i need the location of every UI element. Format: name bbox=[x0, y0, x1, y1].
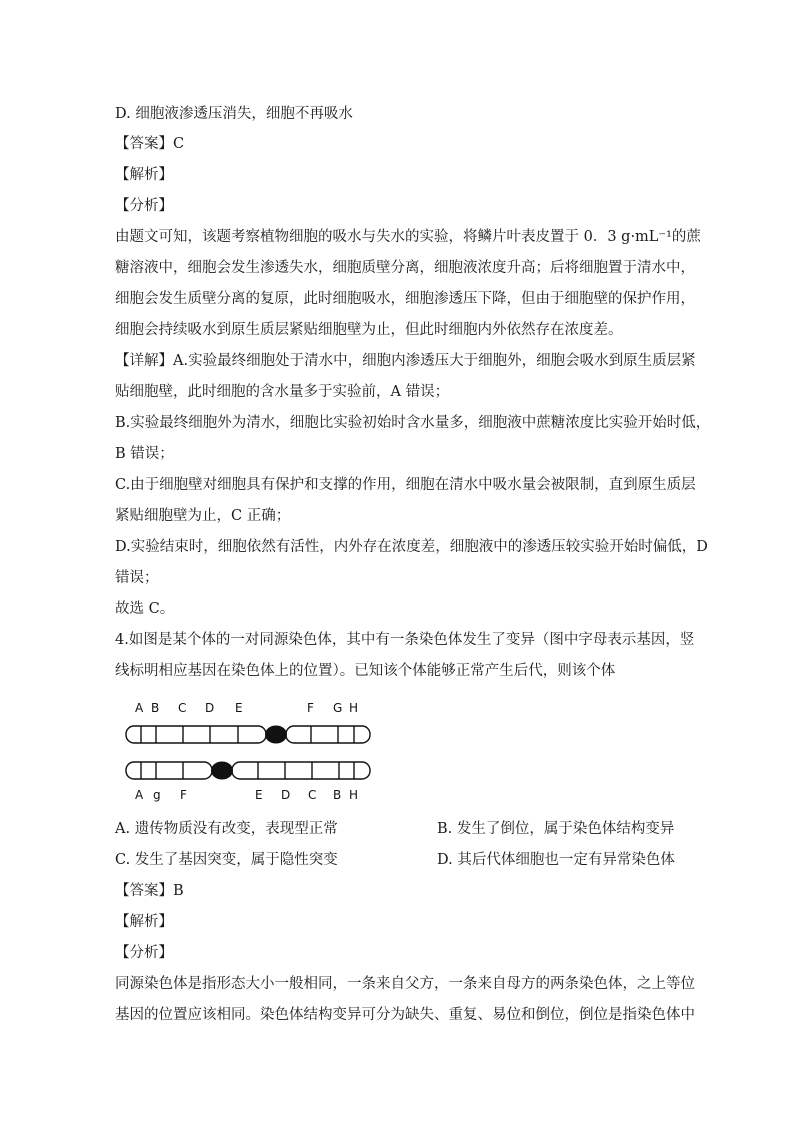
option-b: B. 发生了倒位，属于染色体结构变异 bbox=[437, 821, 675, 837]
text-line: 细胞会发生质壁分离的复原，此时细胞吸水，细胞渗透压下降，但由于细胞壁的保护作用， bbox=[115, 291, 695, 307]
text-line: D. 细胞液渗透压消失，细胞不再吸水 bbox=[115, 106, 353, 122]
text-line: B 错误； bbox=[115, 446, 174, 462]
centromere-top bbox=[265, 726, 287, 744]
chromosome-top bbox=[126, 726, 370, 743]
text-line: 糖溶液中，细胞会发生渗透失水，细胞质壁分离，细胞液浓度升高；后将细胞置于清水中， bbox=[115, 260, 695, 276]
gene-label: A bbox=[135, 701, 144, 715]
gene-label: B bbox=[151, 701, 160, 715]
text-line: 细胞会持续吸水到原生质层紧贴细胞壁为止，但此时细胞内外依然存在浓度差。 bbox=[115, 322, 623, 338]
gene-label: B bbox=[333, 788, 342, 802]
question-stem: 4.如图是某个体的一对同源染色体，其中有一条染色体发生了变异（图中字母表示基因，竖 bbox=[115, 632, 695, 648]
gene-label: E bbox=[235, 701, 243, 715]
centromere-bottom bbox=[211, 762, 233, 780]
gene-label: D bbox=[281, 788, 291, 802]
text-line: 同源染色体是指形态大小一般相同，一条来自父方，一条来自母方的两条染色体，之上等位 bbox=[115, 976, 695, 992]
answer-label: 【答案】B bbox=[115, 883, 184, 899]
text-line: C.由于细胞壁对细胞具有保护和支撑的作用，细胞在清水中吸水量会被限制，直到原生质层 bbox=[115, 477, 696, 493]
gene-label: D bbox=[205, 701, 215, 715]
option-c: C. 发生了基因突变，属于隐性突变 bbox=[115, 852, 338, 868]
text-line: 错误； bbox=[115, 570, 159, 586]
answer-label: 【答案】C bbox=[115, 136, 185, 152]
analysis-heading: 【解析】 bbox=[115, 167, 173, 183]
chromosome-bottom bbox=[126, 762, 370, 779]
question-stem: 线标明相应基因在染色体上的位置）。已知该个体能够正常产生后代，则该个体 bbox=[115, 663, 616, 679]
gene-label: H bbox=[349, 788, 359, 802]
gene-label: C bbox=[178, 701, 187, 715]
fenxi-heading: 【分析】 bbox=[115, 198, 173, 214]
gene-label: C bbox=[308, 788, 317, 802]
text-line: 由题文可知，该题考察植物细胞的吸水与失水的实验，将鳞片叶表皮置于 0．3 g·mL⁻¹的蔗 bbox=[115, 229, 701, 245]
gene-label: E bbox=[255, 788, 263, 802]
option-d: D. 其后代体细胞也一定有异常染色体 bbox=[437, 852, 675, 868]
text-line: D.实验结束时，细胞依然有活性，内外存在浓度差，细胞液中的渗透压较实验开始时偏低，D bbox=[115, 539, 708, 555]
gene-label: G bbox=[333, 701, 343, 715]
text-line: 紧贴细胞壁为止，C 正确； bbox=[115, 508, 291, 524]
gene-label: F bbox=[307, 701, 314, 715]
gene-label: A bbox=[135, 788, 144, 802]
text-line: 故选 C。 bbox=[115, 601, 175, 617]
gene-label: F bbox=[180, 788, 187, 802]
analysis-heading: 【解析】 bbox=[115, 914, 173, 930]
gene-label: g bbox=[153, 788, 161, 802]
fenxi-heading: 【分析】 bbox=[115, 945, 173, 961]
option-a: A. 遗传物质没有改变，表现型正常 bbox=[115, 821, 338, 837]
text-line: 【详解】A.实验最终细胞处于清水中，细胞内渗透压大于细胞外，细胞会吸水到原生质层紧 bbox=[115, 353, 696, 369]
gene-label: H bbox=[349, 701, 359, 715]
text-line: 基因的位置应该相同。染色体结构变异可分为缺失、重复、易位和倒位，倒位是指染色体中 bbox=[115, 1007, 695, 1023]
text-line: B.实验最终细胞外为清水，细胞比实验初始时含水量多，细胞液中蔗糖浓度比实验开始时低， bbox=[115, 415, 711, 431]
text-line: 贴细胞壁，此时细胞的含水量多于实验前，A 错误； bbox=[115, 384, 450, 400]
chromosome-figure bbox=[118, 700, 388, 810]
